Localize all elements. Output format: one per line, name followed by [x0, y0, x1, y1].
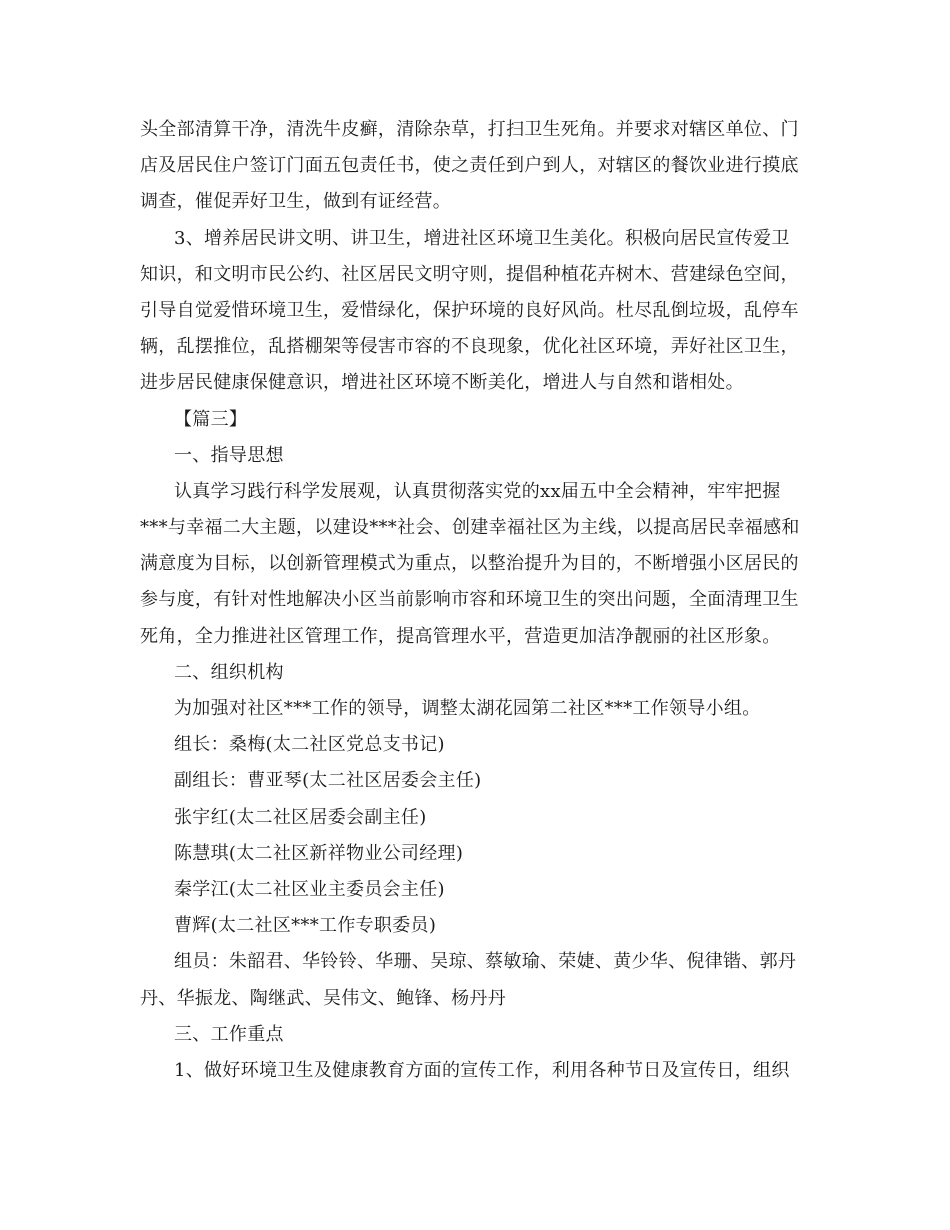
text-line: 知识，和文明市民公约、社区居民文明守则，提倡种植花卉树木、营建绿色空间，	[140, 263, 799, 285]
text-line: 头全部清算干净，清洗牛皮癣，清除杂草，打扫卫生死角。并要求对辖区单位、门	[140, 119, 799, 140]
text-line: ***与幸福二大主题，以建设***社会、创建幸福社区为主线，以提高居民幸福感和	[140, 517, 800, 539]
member-line: 陈慧琪(太二社区新祥物业公司经理)	[174, 842, 464, 864]
member-line: 副组长：曹亚琴(太二社区居委会主任)	[174, 770, 482, 792]
section-heading: 【篇三】	[174, 408, 248, 430]
subsection-heading: 二、组织机构	[174, 661, 284, 683]
member-line: 丹、华振龙、陶继武、吴伟文、鲍锋、杨丹丹	[140, 987, 506, 1009]
text-line: 引导自觉爱惜环境卫生，爱惜绿化，保护环境的良好风尚。杜尽乱倒垃圾，乱停车	[140, 299, 799, 321]
text-line: 3、增养居民讲文明、讲卫生，增进社区环境卫生美化。积极向居民宣传爱卫	[174, 227, 790, 249]
subsection-heading: 一、指导思想	[174, 444, 284, 466]
member-line: 曹辉(太二社区***工作专职委员)	[174, 915, 437, 937]
member-line: 秦学江(太二社区业主委员会主任)	[174, 878, 445, 900]
subsection-heading: 三、工作重点	[174, 1023, 284, 1045]
member-line: 组长：桑梅(太二社区党总支书记)	[174, 734, 445, 756]
text-line: 满意度为目标，以创新管理模式为重点，以整治提升为目的，不断增强小区居民的	[140, 553, 799, 575]
text-line: 认真学习践行科学发展观，认真贯彻落实党的xx届五中全会精神，牢牢把握	[174, 480, 781, 502]
text-line: 调查，催促弄好卫生，做到有证经营。	[140, 191, 452, 213]
text-line: 辆，乱摆推位，乱搭棚架等侵害市容的不良现象，优化社区环境，弄好社区卫生，	[140, 336, 799, 358]
text-line: 参与度，有针对性地解决小区当前影响市容和环境卫生的突出问题，全面清理卫生	[140, 589, 799, 611]
text-line: 店及居民住户签订门面五包责任书，使之责任到户到人，对辖区的餐饮业进行摸底	[140, 155, 799, 177]
document-body	[140, 112, 812, 1089]
text-line: 死角，全力推进社区管理工作，提高管理水平，营造更加洁净靓丽的社区形象。	[140, 625, 781, 647]
member-line: 张宇红(太二社区居委会副主任)	[174, 806, 427, 828]
text-line: 为加强对社区***工作的领导，调整太湖花园第二社区***工作领导小组。	[174, 698, 761, 719]
member-line: 组员：朱韶君、华铃铃、华珊、吴琼、蔡敏瑜、荣婕、黄少华、倪律锴、郭丹	[174, 951, 797, 973]
text-line: 进步居民健康保健意识，增进社区环境不断美化，增进人与自然和谐相处。	[140, 372, 744, 394]
text-line: 1、做好环境卫生及健康教育方面的宣传工作，利用各种节日及宣传日，组织	[174, 1059, 790, 1081]
